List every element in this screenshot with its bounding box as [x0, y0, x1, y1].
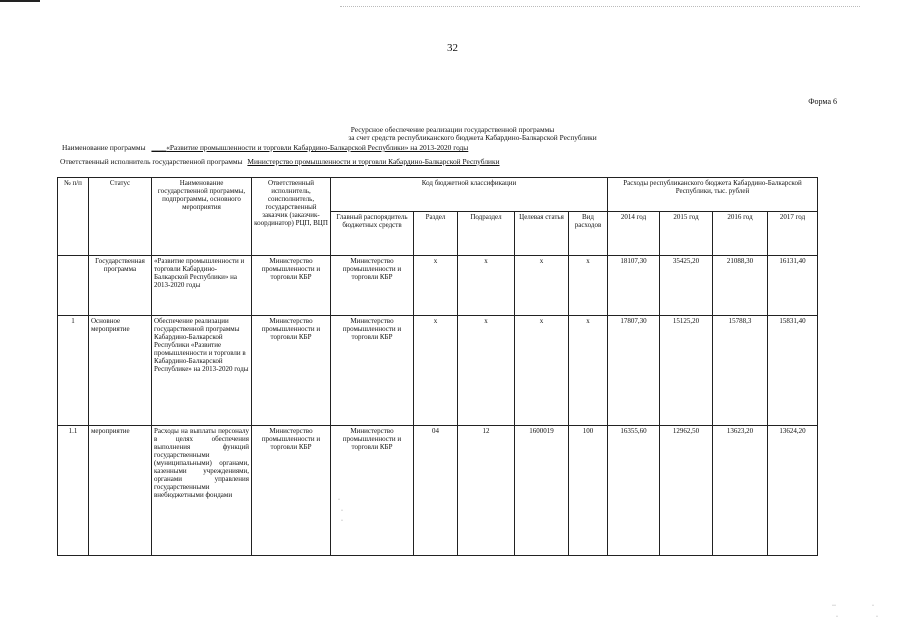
- scan-speck: ·: [872, 603, 874, 609]
- row-status: Государственная программа: [89, 256, 152, 316]
- row-2015: 12962,50: [660, 426, 713, 556]
- header-responsible: Ответственный исполнитель, соисполнитель, государственный заказчик (заказчик-координатор) РЦП, ВЦП: [252, 178, 331, 256]
- scan-speck: ·: [836, 614, 838, 620]
- header-2014: 2014 год: [608, 212, 660, 256]
- top-dotted-line: [340, 6, 860, 7]
- header-manager: Главный распорядитель бюджетных средств: [331, 212, 414, 256]
- row-manager: Министерство промышленности и торговли КБР: [331, 256, 414, 316]
- row-2014: 17807,30: [608, 316, 660, 426]
- top-edge-line: [0, 0, 40, 2]
- row-subsection: х: [458, 256, 515, 316]
- header-2016: 2016 год: [713, 212, 768, 256]
- table-row: [58, 426, 818, 556]
- row-target: 1600019: [515, 426, 569, 556]
- row-num: 1: [58, 316, 89, 426]
- resource-table: [57, 177, 818, 556]
- program-name-line: [62, 143, 468, 152]
- row-responsible: Министерство промышленности и торговли КБР: [252, 256, 331, 316]
- row-responsible: Министерство промышленности и торговли КБР: [252, 316, 331, 426]
- row-status: мероприятие: [89, 426, 152, 556]
- table-row: [58, 316, 818, 426]
- form-label: Форма 6: [808, 97, 837, 106]
- row-num: [58, 256, 89, 316]
- header-subsection: Подраздел: [458, 212, 515, 256]
- program-name-label: Наименование программы: [62, 143, 146, 152]
- row-status: Основное мероприятие: [89, 316, 152, 426]
- header-num: № п/п: [58, 178, 89, 256]
- row-2017: 16131,40: [768, 256, 818, 316]
- row-2017: 15831,40: [768, 316, 818, 426]
- executor-label: Ответственный исполнитель государственной программы: [60, 157, 243, 166]
- row-type: х: [569, 316, 608, 426]
- row-manager: Министерство промышленности и торговли КБР: [331, 426, 414, 556]
- scan-speck: ·: [341, 508, 343, 514]
- row-manager: Министерство промышленности и торговли КБР: [331, 316, 414, 426]
- row-2016: 15788,3: [713, 316, 768, 426]
- header-2015: 2015 год: [660, 212, 713, 256]
- scan-speck: ·: [341, 518, 343, 524]
- row-target: х: [515, 256, 569, 316]
- header-target: Целевая статья: [515, 212, 569, 256]
- scan-speck: ··: [832, 603, 836, 609]
- document-title-line2: за счет средств республиканского бюджета Кабардино-Балкарской Республики: [348, 133, 597, 142]
- header-kbk: Код бюджетной классификации: [331, 178, 608, 212]
- row-subsection: х: [458, 316, 515, 426]
- header-2017: 2017 год: [768, 212, 818, 256]
- row-num: 1.1: [58, 426, 89, 556]
- program-name-value: ____«Развитие промышленности и торговли Кабардино-Балкарской Республики» на 2013-2020 годы: [151, 143, 469, 152]
- row-target: х: [515, 316, 569, 426]
- row-2016: 21088,30: [713, 256, 768, 316]
- header-status: Статус: [89, 178, 152, 256]
- row-name: Расходы на выплаты персоналу в целях обеспечения выполнения функций государственными (муниципальными) органами, казенными учреждениями, органами управления государственными внебюджетными фондами: [152, 426, 252, 556]
- header-expenses: Расходы республиканского бюджета Кабардино-Балкарской Республики, тыс. рублей: [608, 178, 818, 212]
- row-2017: 13624,20: [768, 426, 818, 556]
- page-number: 32: [447, 42, 458, 54]
- table-row: [58, 256, 818, 316]
- row-type: 100: [569, 426, 608, 556]
- row-responsible: Министерство промышленности и торговли КБР: [252, 426, 331, 556]
- header-name: Наименование государственной программы, подпрограммы, основного мероприятия: [152, 178, 252, 256]
- row-subsection: 12: [458, 426, 515, 556]
- row-type: х: [569, 256, 608, 316]
- row-2015: 35425,20: [660, 256, 713, 316]
- row-name: «Развитие промышленности и торговли Кабардино-Балкарской Республики» на 2013-2020 годы: [152, 256, 252, 316]
- document-title-line1: Ресурсное обеспечение реализации государственной программы: [350, 125, 555, 134]
- scan-speck: ·: [876, 614, 878, 620]
- executor-line: [60, 157, 500, 166]
- row-section: х: [414, 256, 458, 316]
- row-name: Обеспечение реализации государственной программы Кабардино-Балкарской Республики «Развитие промышленности и торговли в Кабардино-Балкарской Республике» на 2013-2020 годы: [152, 316, 252, 426]
- row-section: 04: [414, 426, 458, 556]
- row-2015: 15125,20: [660, 316, 713, 426]
- scan-speck: ·: [338, 497, 340, 503]
- executor-value: Министерство промышленности и торговли Кабардино-Балкарской Республики: [247, 157, 500, 166]
- row-section: х: [414, 316, 458, 426]
- row-2014: 18107,30: [608, 256, 660, 316]
- row-2016: 13623,20: [713, 426, 768, 556]
- header-section: Раздел: [414, 212, 458, 256]
- header-type: Вид расходов: [569, 212, 608, 256]
- row-2014: 16355,60: [608, 426, 660, 556]
